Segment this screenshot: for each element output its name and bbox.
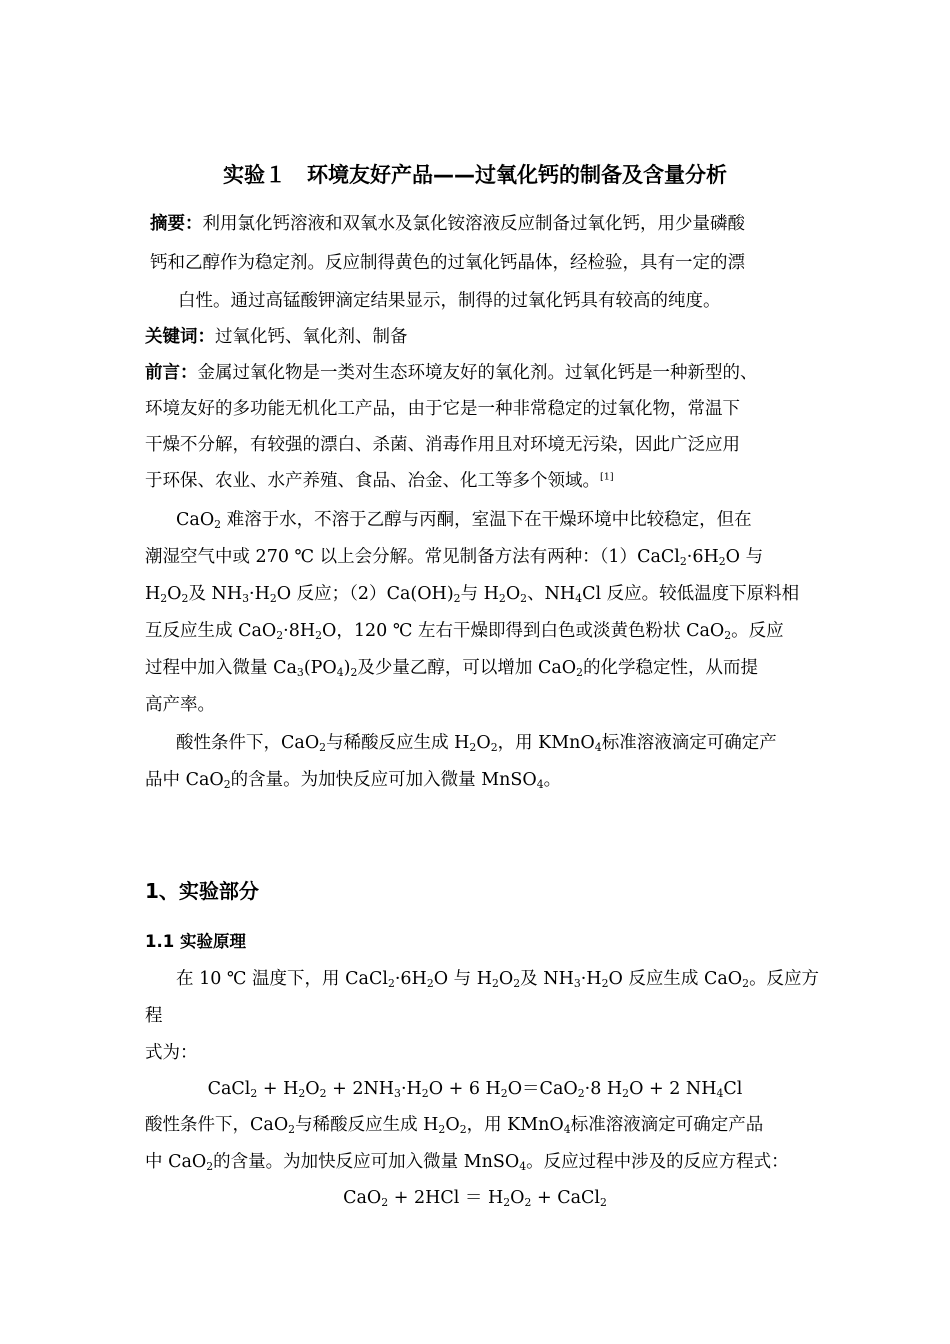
section-1-1-heading: 1.1 实验原理 (145, 932, 246, 951)
principle-line-3: 式为： (145, 1043, 198, 1063)
principle-line-1: 在 10 ℃ 温度下，用 $CaCl_2\cdot 6H_2O$ 与 $H_2O_2$及 $NH_3\cdot H_2O$ 反应生成 CaO$_2$。反应方 (176, 969, 820, 991)
section-1-heading: 1、实验部分 (145, 879, 259, 903)
preface-line-3: 干燥不分解，有较强的漂白、杀菌、消毒作用且对环境无污染，因此广泛应用 (145, 435, 740, 455)
para2-line-3: $H_2O_2$及 $NH_3\cdot H_2O$ 反应；$(2)Ca(OH)_2$与 $H_2O_2$、$NH_4Cl$ 反应。较低温度下原料相 (145, 584, 800, 606)
para2-line-2: 潮湿空气中或 270 ℃ 以上会分解。常见制备方法有两种：$(1)CaCl_2\cdot 6H_2O$ 与 (145, 547, 764, 569)
preface-line-1: 前言：金属过氧化物是一类对生态环境友好的氧化剂。过氧化钙是一种新型的、 (145, 363, 758, 383)
para2-line-6: 高产率。 (145, 695, 215, 715)
equation-2: $CaO_2 + 2HCl = H_2O_2$ + CaCl$_2$ (343, 1188, 607, 1210)
preface-line-2: 环境友好的多功能无机化工产品，由于它是一种非常稳定的过氧化物，常温下 (145, 399, 740, 419)
para2-line-1: CaO$_2$ 难溶于水，不溶于乙醇与丙酮，室温下在干燥环境中比较稳定，但在 (176, 510, 752, 532)
para2-line-5: 过程中加入微量 $Ca_3(PO_4)_2$及少量乙醇，可以增加 CaO$_2$的化学稳定性，从而提 (145, 658, 759, 680)
principle-para2-line-1: 酸性条件下，CaO$_2$与稀酸反应生成 $H_2O_2$，用 KMnO$_4$标准溶液滴定可确定产品 (145, 1115, 764, 1137)
abstract-line-3: 白性。通过高锰酸钾滴定结果显示，制得的过氧化钙具有较高的纯度。 (178, 291, 721, 311)
equation-1: CaCl$_2$ + $H_2O_2 + 2NH_3\cdot H_2O + 6$ $H_2O=CaO_2\cdot 8$ $H_2O + 2$ $NH_4Cl$ (207, 1079, 743, 1101)
keywords-label: 关键词： (145, 327, 215, 347)
para3-line-2: 品中 CaO$_2$的含量。为加快反应可加入微量 MnSO$_4$。 (145, 770, 562, 792)
principle-para2-line-2: 中 CaO$_2$的含量。为加快反应可加入微量 MnSO$_4$。反应过程中涉及的反应方程式： (145, 1152, 789, 1174)
document-title: 实验１ 环境友好产品——过氧化钙的制备及含量分析 (223, 163, 727, 187)
principle-line-2: 程 (145, 1006, 163, 1026)
citation-ref: [1] (600, 471, 614, 483)
preface-line-4: 于环保、农业、水产养殖、食品、冶金、化工等多个领域。[1] (145, 471, 614, 491)
abstract-label: 摘要： (150, 214, 203, 234)
preface-label: 前言： (145, 363, 198, 383)
abstract-line-2: 钙和乙醇作为稳定剂。反应制得黄色的过氧化钙晶体，经检验，具有一定的漂 (150, 253, 745, 273)
keywords-line: 关键词：过氧化钙、氧化剂、制备 (145, 327, 408, 347)
para2-line-4: 互反应生成 $CaO_2\cdot 8H_2O$，120 ℃ 左右干燥即得到白色或淡黄色粉状 CaO$_2$。反应 (145, 621, 784, 643)
abstract-line-1: 摘要：利用氯化钙溶液和双氧水及氯化铵溶液反应制备过氧化钙，用少量磷酸 (150, 214, 745, 234)
para3-line-1: 酸性条件下，CaO$_2$与稀酸反应生成 $H_2O_2$，用 KMnO$_4$标准溶液滴定可确定产 (176, 733, 777, 755)
